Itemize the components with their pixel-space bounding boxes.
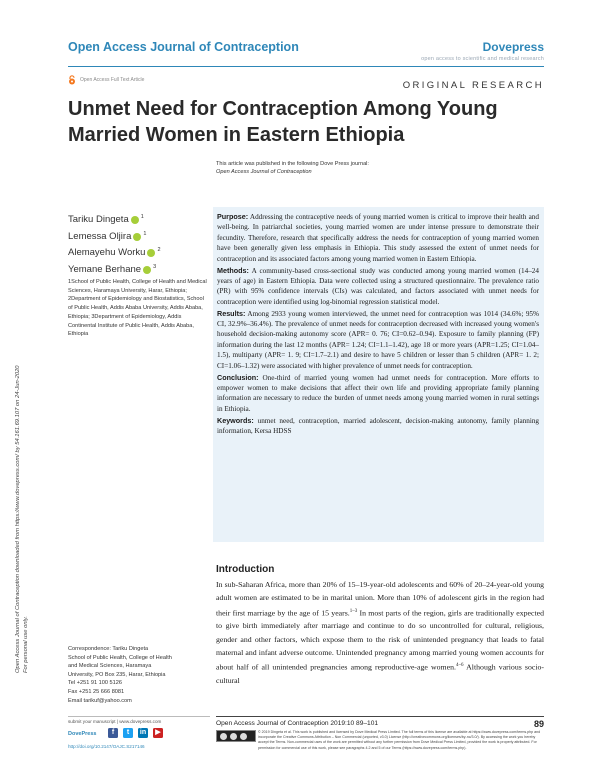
methods-label: Methods: [217, 265, 249, 275]
author-name: Yemane Berhane [68, 263, 142, 275]
abstract-conclusion [217, 373, 539, 415]
conclusion-text: One-third of married young women had unmet needs for contraception. More efforts to empower women to make decisions that affect their own life and providing appropriate family planning information are necessary to reduce the burden of unmet needs among young married women in rural settings in Ethiopia. [217, 373, 539, 413]
methods-text: A community-based cross-sectional study was conducted among young married women (14–24 years of age) in Eastern Ethiopia. Data were collected using a structured questionnaire. The prevalence ratio (PR) with 95% confidence intervals (CIs) was calculated, and factors associated with unmet needs for contraception were identified using log-binomial regression statistical model. [217, 266, 539, 306]
dovepress-logo[interactable]: DovePress [68, 731, 97, 737]
creative-commons-badge-icon[interactable] [216, 730, 256, 742]
affiliations-text: 1School of Public Health, College of Health and Medical Sciences, Haramaya University, Harar, Ethiopia; 2Department of Epidemiology and Biostatistics, School of Public Health, Addis Ababa University, Addis Ababa, Ethiopia; 3Department of Epidemiology, Addis Continental Institute of Public Health, Addis Ababa, Ethiopia [68, 279, 207, 338]
orcid-icon[interactable] [143, 266, 151, 274]
abstract-methods [217, 266, 539, 308]
social-links [108, 728, 163, 738]
linkedin-icon[interactable]: in [139, 729, 147, 736]
author [68, 245, 161, 262]
purpose-text: Addressing the contraceptive needs of young married women is critical to improve their health and well-being. In patriarchal societies, young married women are under intense pressure to demonstrate their fecundity. Therefore, research that specifically address the needs for contraception of young married women have been generally given less emphasis in Ethiopia. This study assessed the extent of unmet needs for contraception and its associated factors among young married women in Eastern Ethiopia. [217, 213, 539, 263]
footer-citation: Open Access Journal of Contraception 2019:10 89–101 [216, 720, 379, 727]
open-access-badge [68, 75, 144, 85]
affiliation-marker: 1 [143, 230, 147, 237]
footer-rule [216, 716, 544, 717]
results-text: Among 2933 young women interviewed, the unmet need for contraception was 1014 (34.6%; 95% CI, 32.9%–36.4%). The prevalence of unmet needs for contraception decreased with increased young women's household decision-making autonomy score (APR= 0. 76; CI=0.62–0.94). Exposure to family planning (FP) information during the last 12 months (APR= 1.24; CI=1.1–1.42), age 18 or more years (APR=1.25; CI=1.04–1.5), multiparty (APR= 1. 9; CI=1.7–2.1) and desire to have 5 children or lesser than 5 children (APR= 1. 2; CI=1.06–1.32) were associated with higher prevalence of unmet needs for contraception. [217, 309, 539, 370]
intro-text-2: In most parts of the region, girls are traditionally expected to give birth immediately after marriage and continue to do so uncontrolled for cultural, religious, gender and other factors, which expose them to the risk of unintended pregnancy that leads to fatal maternal and infant adverse outcome. Unintended pregnancy among married young women accounts for about half of all unintended pregnancies among reproductive-age women. [216, 608, 544, 672]
correspondence-line: Tel +251 91 100 5126 [68, 680, 122, 687]
author [68, 212, 161, 229]
conclusion-label: Conclusion: [217, 372, 259, 382]
correspondence-line: and Medical Sciences, Haramaya [68, 663, 152, 670]
affiliation-marker: 1 [140, 214, 144, 220]
author-name: Tariku Dingeta [68, 214, 129, 225]
doi-link[interactable]: http://doi.org/10.2147/OAJC.S217146 [68, 744, 145, 749]
correspondence-line: University, PO Box 235, Harar, Ethiopia [68, 671, 166, 678]
keywords-label: Keywords: [217, 415, 254, 425]
publisher-logo[interactable]: Dovepress [482, 40, 544, 54]
citation-ref[interactable]: 4–6 [455, 663, 464, 669]
keywords-text: unmet need, contraception, married adolescent, decision-making autonomy, family planning information, Kersa HDSS [217, 416, 540, 436]
article-type: ORIGINAL RESEARCH [402, 80, 544, 91]
publication-note-journal[interactable]: Open Access Journal of Contraception [216, 169, 312, 175]
intro-text-3: Although various socio-cultural [216, 662, 544, 686]
page-number: 89 [533, 719, 544, 729]
facebook-icon[interactable]: f [108, 728, 118, 738]
open-access-label: Open Access Full Text Article [80, 77, 145, 83]
author-name: Alemayehu Worku [68, 247, 146, 258]
watermark-line-1: Open Access Journal of Contraception downloaded from https://www.dovepress.com/ by 54.161.69.107 on 24-Jun-2020 [15, 365, 21, 673]
author [68, 262, 161, 279]
license-text: © 2019 Dingeta et al. This work is published and licensed by Dove Medical Press Limited. The full terms of this license are available at https://www.dovepress.com/terms.php and incorporate the Creative Commons Attribution – Non Commercial (unported, v3.0) License (http://creativecommons.org/licenses/by-nc/3.0/). By accessing the work you hereby accept the Terms. Non-commercial uses of the work are permitted without any further permission from Dove Medical Press Limited, provided the work is properly attributed. For permission for commercial use of this work, please see paragraphs 4.2 and 5 of our Terms (https://www.dovepress.com/terms.php). [258, 730, 541, 750]
author-list [68, 212, 161, 278]
publication-note [216, 160, 369, 176]
article-title: Unmet Need for Contraception Among Young Married Women in Eastern Ethiopia [68, 98, 498, 146]
author-name: Lemessa Oljira [68, 230, 132, 242]
publication-note-text: This article was published in the following Dove Press journal: [216, 161, 369, 167]
correspondence-line: School of Public Health, College of Health [68, 654, 172, 661]
orcid-icon[interactable] [133, 233, 141, 241]
affiliation-marker: 2 [157, 247, 161, 253]
watermark-line-2: For personal use only. [23, 616, 29, 673]
orcid-icon[interactable] [147, 249, 155, 257]
youtube-icon[interactable]: ▶ [153, 728, 163, 738]
affiliations [68, 278, 208, 339]
download-watermark [14, 128, 38, 673]
correspondence-email[interactable]: Email tarikuf@yahoo.com [68, 697, 132, 704]
intro-text-1: In sub-Saharan Africa, more than 20% of 15–19-year-old adolescents and 60% of 20–24-year-old young adult women are estimated to be in marital union. More than 10% of adolescent girls in the region had their first marriage by the age of 15 years. [216, 580, 544, 618]
header-rule [68, 66, 544, 67]
abstract-keywords [217, 416, 539, 437]
correspondence-line: Correspondence: Tariku Dingeta [68, 646, 149, 652]
orcid-icon[interactable] [131, 216, 139, 224]
publisher-tagline: open access to scientific and medical research [421, 56, 544, 62]
abstract-results [217, 309, 539, 371]
introduction-body [216, 578, 544, 688]
results-label: Results: [217, 308, 246, 318]
author [68, 229, 161, 246]
footer-rule [68, 716, 210, 717]
citation-ref[interactable]: 1–3 [349, 608, 358, 614]
journal-name[interactable]: Open Access Journal of Contraception [68, 40, 299, 54]
submit-manuscript-link[interactable]: submit your manuscript | www.dovepress.com [68, 719, 162, 724]
purpose-label: Purpose: [217, 212, 249, 221]
abstract-purpose [217, 212, 539, 264]
section-heading-introduction: Introduction [216, 564, 275, 575]
twitter-icon[interactable]: t [123, 728, 133, 738]
correspondence [68, 645, 210, 705]
abstract [217, 212, 539, 438]
open-access-lock-icon [68, 75, 76, 85]
correspondence-line: Fax +251 25 666 8081 [68, 688, 125, 695]
affiliation-marker: 3 [153, 263, 157, 270]
